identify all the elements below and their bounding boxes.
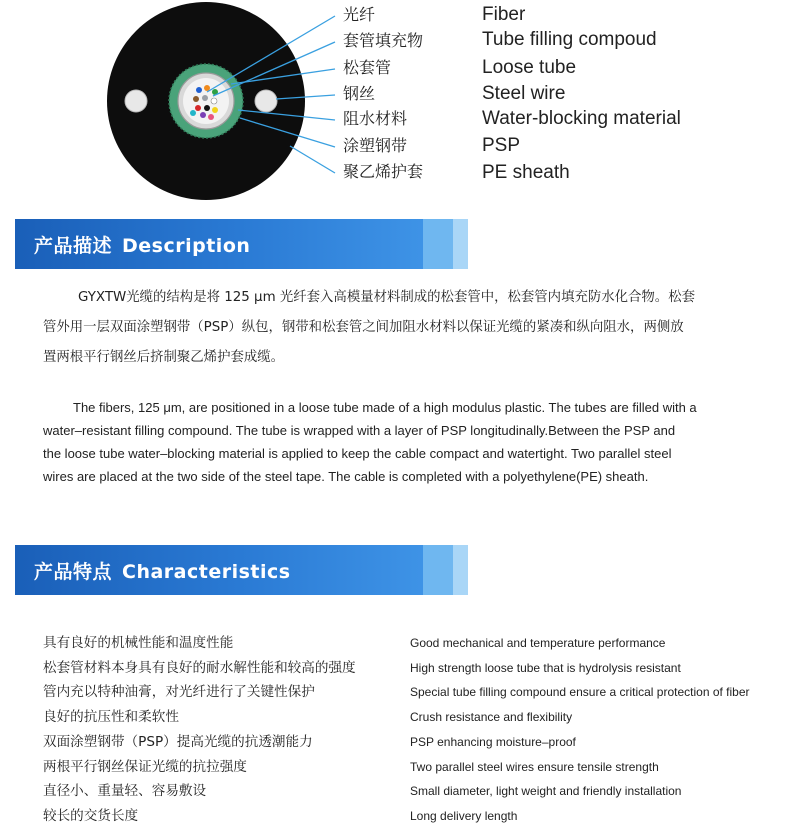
legend-label-en: PE sheath (482, 162, 570, 183)
characteristic-cn: 直径小、重量轻、容易敷设 (43, 783, 207, 799)
list-item (0, 780, 800, 805)
paragraph-line: the loose tube water–blocking material is applied to keep the cable compact and watertight. Two parallel steel (43, 446, 672, 461)
characteristic-cn: 良好的抗压性和柔软性 (43, 709, 179, 725)
characteristic-cn: 较长的交货长度 (43, 808, 139, 824)
steel-wire-right-shape (255, 90, 277, 112)
section-title-cn: 产品描述 (34, 235, 113, 257)
list-item (0, 731, 800, 756)
characteristic-en: Long delivery length (410, 809, 518, 823)
legend-label-en: Steel wire (482, 83, 566, 104)
characteristic-cn: 两根平行钢丝保证光缆的抗拉强度 (43, 759, 247, 775)
legend-label-en: PSP (482, 135, 521, 156)
section-title (34, 231, 250, 258)
legend-label-en: Fiber (482, 4, 526, 25)
characteristic-cn: 管内充以特种油膏，对光纤进行了关键性保护 (43, 684, 315, 700)
section-title-en: Description (122, 235, 251, 257)
list-item (0, 657, 800, 682)
section-title-cn: 产品特点 (34, 561, 113, 583)
legend-label-cn: 光纤 (343, 5, 376, 24)
characteristic-cn: 双面涂塑钢带（PSP）提高光缆的抗透潮能力 (43, 734, 313, 750)
banner-tab (453, 219, 468, 269)
legend-label-cn: 套管填充物 (343, 31, 424, 50)
list-item (0, 681, 800, 706)
characteristic-en: PSP enhancing moisture–proof (410, 735, 576, 749)
legend-label-cn: 阻水材料 (343, 109, 408, 128)
legend-label-cn: 聚乙烯护套 (343, 162, 424, 181)
paragraph-line: The fibers, 125 μm, are positioned in a loose tube made of a high modulus plastic. The tubes are filled with a (73, 400, 697, 415)
characteristics-banner (0, 545, 800, 595)
paragraph-line: wires are placed at the two side of the steel tape. The cable is completed with a polyethylene(PE) sheath. (43, 469, 649, 484)
description-banner (0, 219, 800, 269)
section-title-en: Characteristics (122, 561, 291, 583)
list-item (0, 706, 800, 731)
banner-tab (423, 219, 453, 269)
characteristic-en: High strength loose tube that is hydrolysis resistant (410, 661, 681, 675)
paragraph-line: GYXTW光缆的结构是将 125 μm 光纤套入高模量材料制成的松套管中，松套管内填充防水化合物。松套 (78, 290, 695, 305)
tube-filling-shape (183, 78, 229, 124)
legend-label-cn: 涂塑钢带 (343, 136, 408, 155)
section-title (34, 557, 291, 584)
legend-label-en: Loose tube (482, 57, 577, 78)
characteristic-en: Small diameter, light weight and friendly installation (410, 784, 682, 798)
characteristic-en: Good mechanical and temperature performance (410, 636, 666, 650)
paragraph-line: 置两根平行钢丝后挤制聚乙烯护套成缆。 (43, 350, 285, 365)
paragraph-line: 管外用一层双面涂塑钢带（PSP）纵包，钢带和松套管之间加阻水材料以保证光缆的紧凑和纵向阻水，两侧放 (43, 320, 684, 335)
banner-tab (453, 545, 468, 595)
characteristic-en: Crush resistance and flexibility (410, 710, 573, 724)
cable-cross-section-diagram (0, 0, 800, 200)
legend-label-cn: 松套管 (343, 58, 392, 77)
characteristic-cn: 松套管材料本身具有良好的耐水解性能和较高的强度 (43, 660, 356, 676)
characteristic-en: Two parallel steel wires ensure tensile strength (410, 760, 659, 774)
legend-label-en: Tube filling compoud (482, 29, 657, 50)
characteristic-en: Special tube filling compound ensure a critical protection of fiber (410, 685, 750, 699)
list-item (0, 756, 800, 781)
banner-tab (423, 545, 453, 595)
description-paragraph-cn (43, 283, 783, 373)
legend-label-cn: 钢丝 (343, 84, 376, 103)
legend-label-en: Water-blocking material (482, 108, 681, 129)
list-item (0, 805, 800, 830)
steel-wire-left-shape (125, 90, 147, 112)
characteristic-cn: 具有良好的机械性能和温度性能 (43, 635, 234, 651)
list-item (0, 632, 800, 657)
paragraph-line: water–resistant filling compound. The tube is wrapped with a layer of PSP longitudinally.Between the PSP and (43, 423, 676, 438)
description-paragraph-en (43, 396, 783, 488)
